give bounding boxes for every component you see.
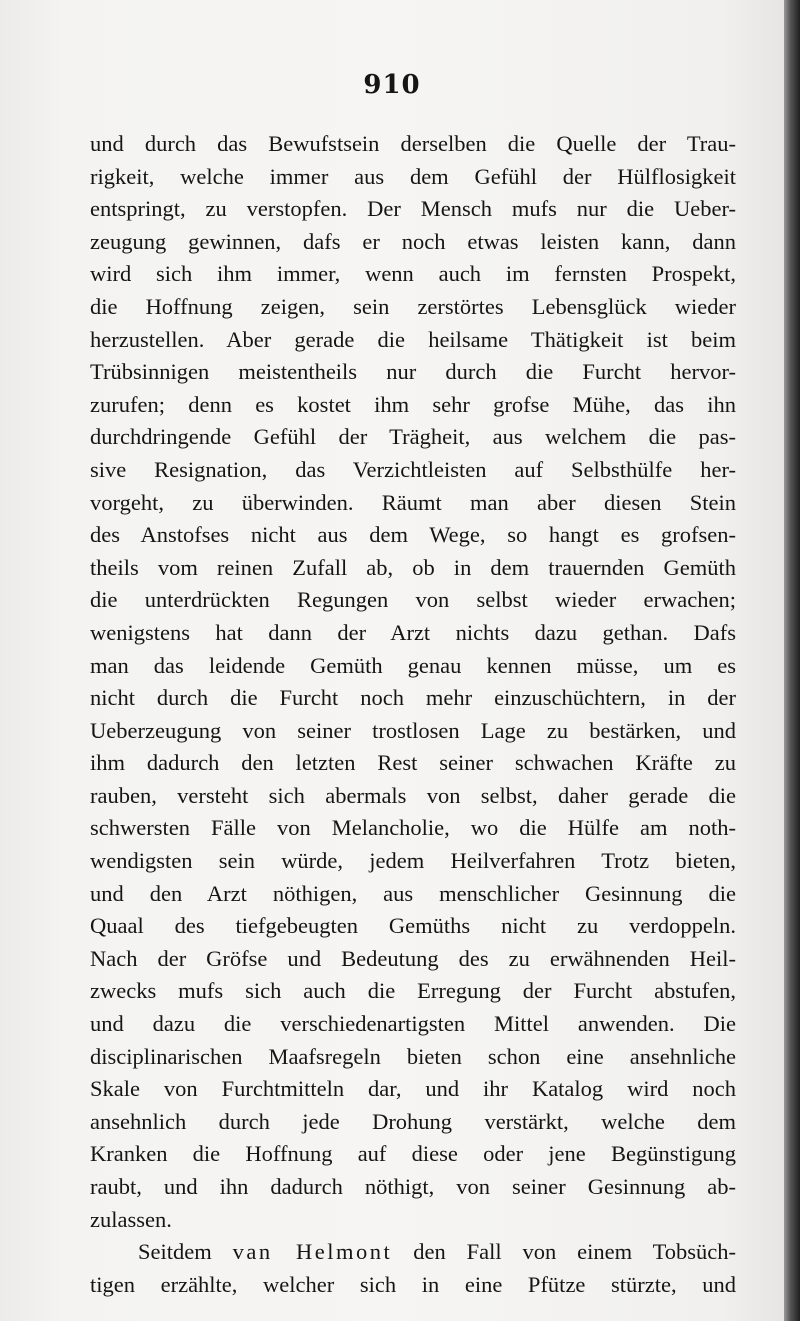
- text-line: herzustellen. Aber gerade die heilsame Thätigkeit ist beim: [90, 326, 736, 352]
- text-line: durchdringende Gefühl der Trägheit, aus welchem die pas-: [90, 424, 736, 450]
- paragraph-start-line: [90, 1236, 736, 1269]
- page-edge-shadow: [784, 0, 800, 1321]
- text-line: die Hoffnung zeigen, sein zerstörtes Lebensglück wieder: [90, 293, 736, 319]
- text-line: und den Arzt nöthigen, aus menschlicher Gesinnung die: [90, 880, 736, 906]
- text-line: disciplinarischen Maafsregeln bieten schon eine ansehnliche: [90, 1043, 736, 1069]
- text-line: und durch das Bewufstsein derselben die Quelle der Trau-: [90, 131, 736, 156]
- text-line: wird sich ihm immer, wenn auch im fernsten Prospekt,: [90, 261, 736, 287]
- person-name: van Helmont: [232, 1239, 393, 1265]
- text-line: rigkeit, welche immer aus dem Gefühl der Hülflosigkeit: [90, 163, 736, 189]
- text-line: raubt, und ihn dadurch nöthigt, von seiner Gesinnung ab-: [90, 1174, 736, 1199]
- text-line: tigen erzählte, welcher sich in eine Pfütze stürzte, und: [90, 1271, 736, 1297]
- text-line: Ueberzeugung von seiner trostlosen Lage zu bestärken, und: [90, 717, 736, 743]
- text-line: Nach der Gröfse und Bedeutung des zu erwähnenden Heil-: [90, 945, 736, 971]
- text-line: zwecks mufs sich auch die Erregung der Furcht abstufen,: [90, 978, 736, 1004]
- text-line: man das leidende Gemüth genau kennen müsse, um es: [90, 652, 736, 678]
- text-line: vorgeht, zu überwinden. Räumt man aber diesen Stein: [90, 489, 736, 515]
- text-run: Seitdem: [138, 1239, 212, 1265]
- text-line: Quaal des tiefgebeugten Gemüths nicht zu verdoppeln.: [90, 913, 736, 939]
- text-line: und dazu die verschiedenartigsten Mittel anwenden. Die: [90, 1011, 736, 1037]
- page-number: 910: [363, 70, 421, 100]
- text-line: zurufen; denn es kostet ihm sehr grofse Mühe, das ihn: [90, 391, 736, 417]
- text-line: Skale von Furchtmitteln dar, und ihr Katalog wird noch: [90, 1076, 736, 1102]
- text-line: ansehnlich durch jede Drohung verstärkt, welche dem: [90, 1108, 736, 1134]
- text-line: ihm dadurch den letzten Rest seiner schwachen Kräfte zu: [90, 750, 736, 776]
- text-line: nicht durch die Furcht noch mehr einzuschüchtern, in der: [90, 685, 736, 711]
- text-line: rauben, versteht sich abermals von selbst, daher gerade die: [90, 782, 736, 808]
- text-line: zeugung gewinnen, dafs er noch etwas leisten kann, dann: [90, 228, 736, 254]
- text-line: zulassen.: [90, 1206, 172, 1232]
- text-line: entspringt, zu verstopfen. Der Mensch mufs nur die Ueber-: [90, 196, 736, 222]
- text-line: wenigstens hat dann der Arzt nichts dazu gethan. Dafs: [90, 619, 736, 645]
- text-line: Trübsinnigen meistentheils nur durch die Furcht hervor-: [90, 359, 736, 385]
- text-line: sive Resignation, das Verzichtleisten auf Selbsthülfe her-: [90, 456, 736, 482]
- text-line: die unterdrückten Regungen von selbst wieder erwachen;: [90, 587, 736, 613]
- text-line: theils vom reinen Zufall ab, ob in dem trauernden Gemüth: [90, 554, 736, 580]
- text-line: Kranken die Hoffnung auf diese oder jene Begünstigung: [90, 1141, 736, 1167]
- text-line: des Anstofses nicht aus dem Wege, so hangt es grofsen-: [90, 522, 736, 548]
- text-line: wendigsten sein würde, jedem Heilverfahren Trotz bieten,: [90, 848, 736, 874]
- text-run: den Fall von einem Tobsüch-: [413, 1239, 737, 1265]
- body-text: [90, 128, 736, 1301]
- text-line: schwersten Fälle von Melancholie, wo die Hülfe am noth-: [90, 815, 736, 841]
